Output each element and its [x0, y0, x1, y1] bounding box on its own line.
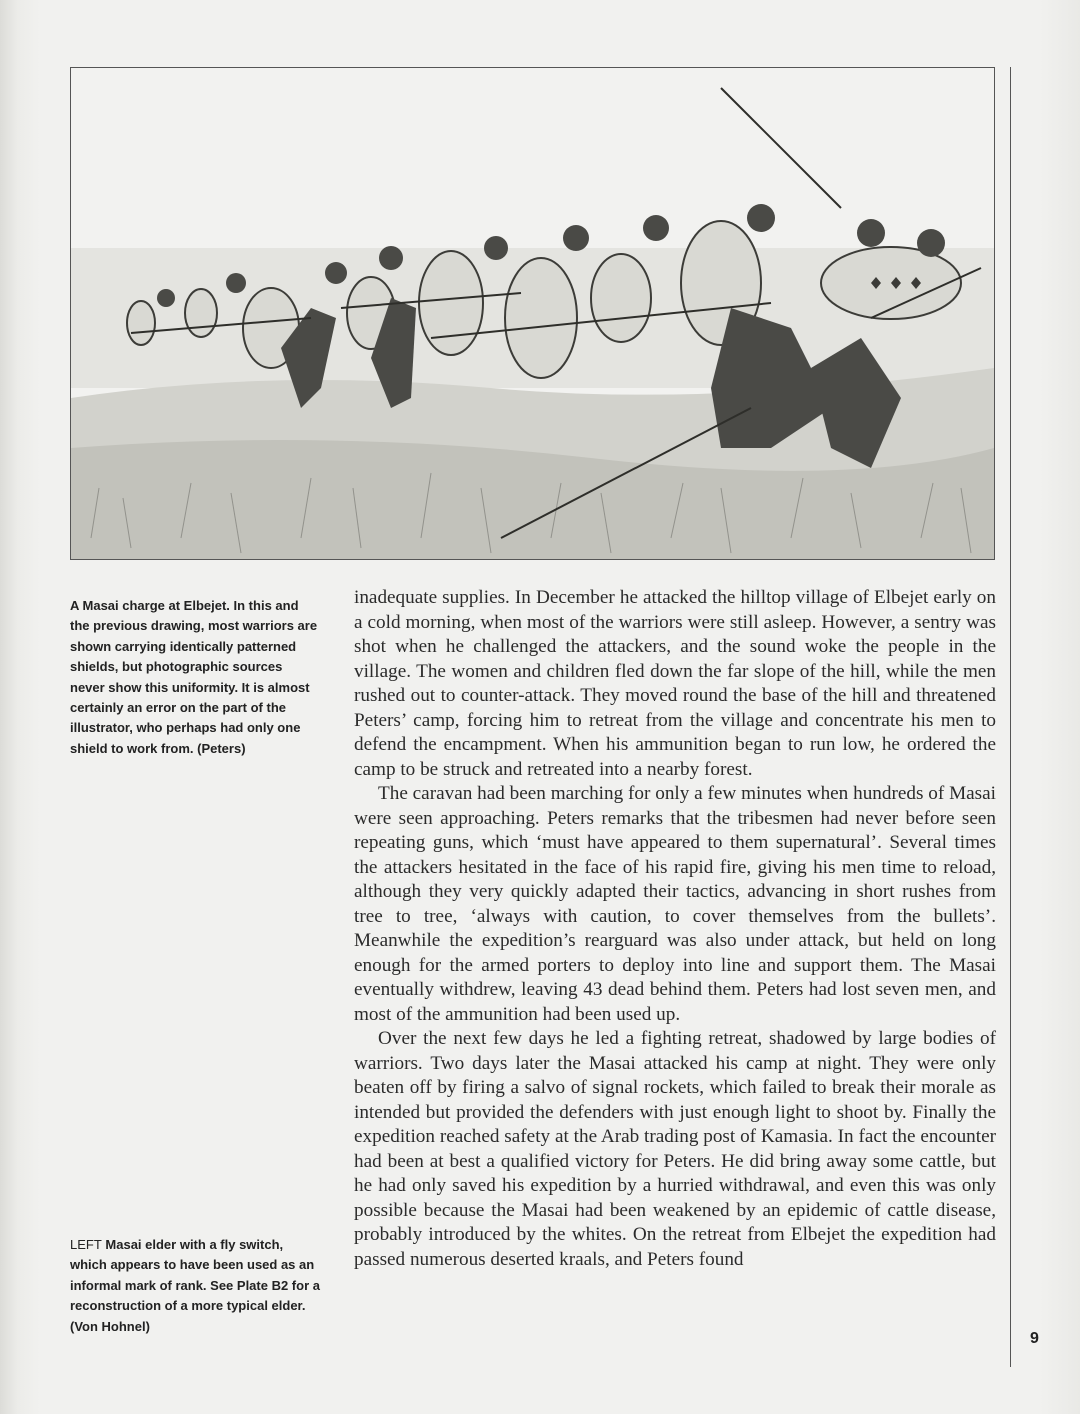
- caption-lead-word: LEFT: [70, 1237, 102, 1252]
- figure-caption: A Masai charge at Elbejet. In this and the previous drawing, most warriors are shown carrying identically patterned shields, but photographic sources never show this uniformity. It is almost certainly an error on the part of the illustrator, who perhaps had only one shield to work from. (Peters): [70, 598, 318, 756]
- page-number: 9: [1030, 1330, 1039, 1347]
- paragraph-3: Over the next few days he led a fighting retreat, shadowed by large bodies of warriors. Two days later the Masai attacked his camp at night. They were only beaten off by firing a salvo of signal rockets, which failed to break their morale as intended but provided the defenders with just enough light to shoot by. Finally the expedition reached safety at the Arab trading post of Kamasia. In fact the encounter had been at best a qualified victory for Peters. He did bring away some cattle, but he had only saved his expedition by a hurried withdrawal, and even this was only possible because the Masai had been weakened by an epidemic of cattle disease, probably introduced by the whites. On the retreat from Elbejet the expedition had passed numerous deserted kraals, and Peters found: [354, 1028, 996, 1270]
- sidebar-caption: [70, 1235, 320, 1337]
- column-rule: [1010, 67, 1011, 1367]
- sidebar-caption-text: Masai elder with a fly switch, which appears to have been used as an informal mark of rank. See Plate B2 for a reconstruction of a more typical elder. (Von Hohnel): [70, 1237, 320, 1334]
- body-text: [354, 586, 996, 1272]
- paragraph-1: inadequate supplies. In December he attacked the hilltop village of Elbejet early on a cold morning, when most of the warriors were still asleep. However, a sentry was shot when he challenged the attackers, and the sound woke the people in the village. The women and children fled down the far slope of the hill, while the men rushed out to counter-attack. They moved round the base of the hill and threatened Peters’ camp, forcing him to retreat from the village and concentrate his men to defend the encampment. When his ammunition began to run low, he ordered the camp to be struck and retreated into a nearby forest.: [354, 587, 996, 780]
- masai-charge-illustration: [70, 67, 995, 560]
- paragraph-2: The caravan had been marching for only a few minutes when hundreds of Masai were seen approaching. Peters remarks that the tribesmen had never before seen repeating guns, which ‘must have appeared to them supernatural’. Several times the attackers hesitated in the face of his rapid fire, giving his men time to reload, although they very quickly adapted their tactics, advancing in short rushes from tree to tree, ‘always with caution, to cover themselves from the bullets’. Meanwhile the expedition’s rearguard was also under attack, but held on long enough for the armed porters to deploy into line and support them. The Masai eventually withdrew, leaving 43 dead behind them. Peters had lost seven men, and most of the ammunition had been used up.: [354, 783, 996, 1025]
